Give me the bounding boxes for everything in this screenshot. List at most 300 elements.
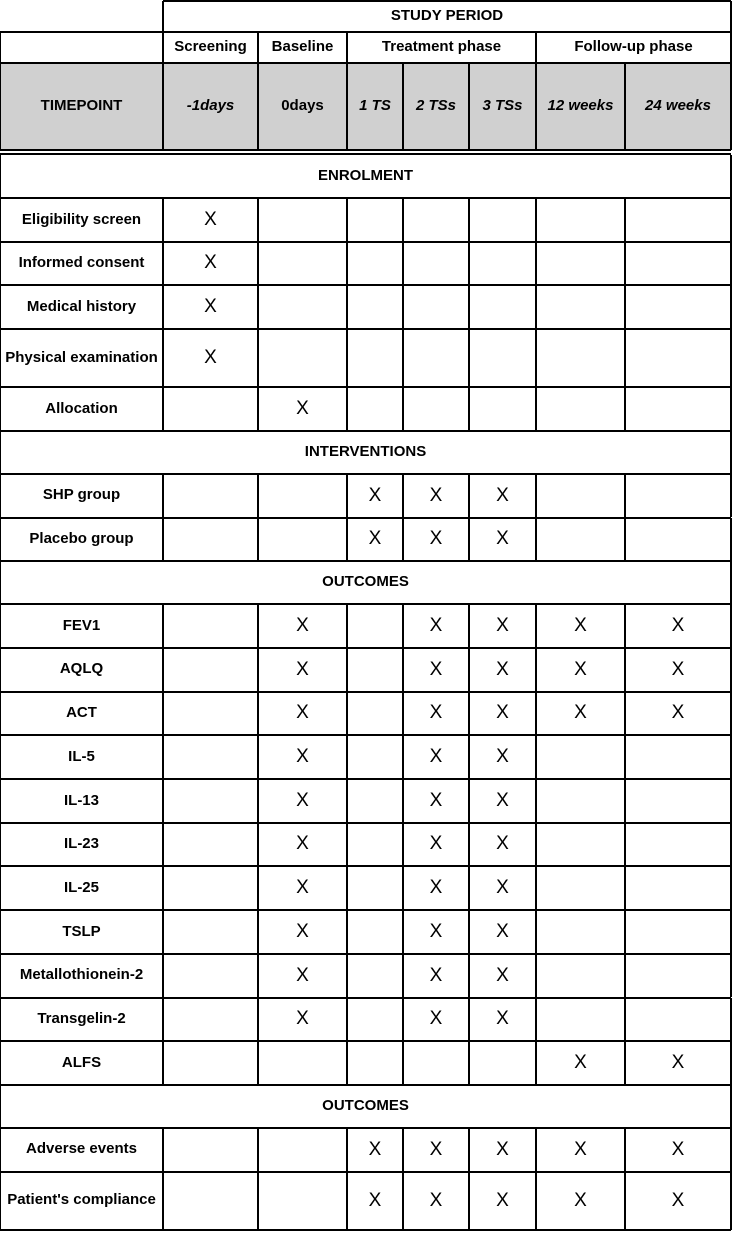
rule (468, 648, 470, 692)
rule (468, 474, 470, 518)
schedule-mark (469, 329, 536, 387)
rule (162, 242, 164, 286)
rule (402, 866, 404, 910)
schedule-mark (625, 735, 731, 779)
schedule-mark (347, 866, 403, 910)
study-period-header: STUDY PERIOD (390, 7, 504, 25)
schedule-mark: X (496, 920, 509, 942)
rule (468, 866, 470, 910)
rule (535, 648, 537, 692)
rule (468, 910, 470, 954)
schedule-mark (403, 329, 469, 387)
rule (257, 518, 259, 562)
rule (162, 779, 164, 823)
rule (624, 648, 626, 692)
schedule-mark: X (368, 1138, 382, 1160)
row-label: Transgelin-2 (37, 1010, 126, 1028)
rule (624, 474, 626, 518)
rule (468, 63, 470, 150)
rule (535, 1128, 537, 1172)
schedule-mark (403, 1041, 469, 1085)
rule (535, 779, 537, 823)
row-label: IL-25 (63, 878, 99, 896)
schedule-mark: X (429, 614, 443, 636)
rule (402, 518, 404, 562)
rule (624, 198, 626, 242)
schedule-mark (258, 518, 347, 562)
rule (257, 648, 259, 692)
schedule-mark (469, 198, 536, 242)
row-label: FEV1 (62, 616, 101, 634)
schedule-mark: X (496, 964, 509, 986)
row-label: ALFS (61, 1053, 102, 1071)
schedule-mark: X (296, 789, 309, 811)
schedule-mark (469, 242, 536, 286)
rule (0, 1128, 1, 1172)
rule (346, 387, 348, 431)
rule (0, 1041, 1, 1085)
schedule-mark (258, 198, 347, 242)
rule (257, 692, 259, 736)
rule (0, 518, 1, 562)
schedule-mark: X (429, 702, 443, 724)
rule (0, 1229, 731, 1231)
schedule-mark (625, 910, 731, 954)
schedule-mark: X (496, 484, 509, 506)
rule (535, 242, 537, 286)
schedule-mark (536, 866, 625, 910)
schedule-mark: X (296, 397, 309, 419)
rule (346, 32, 348, 150)
rule (468, 735, 470, 779)
phase-header: Baseline (271, 38, 334, 56)
schedule-mark: X (574, 658, 587, 680)
schedule-mark: X (368, 528, 382, 550)
schedule-mark: X (296, 877, 309, 899)
schedule-mark (258, 1128, 347, 1172)
row-label: IL-23 (63, 835, 99, 853)
schedule-mark (347, 329, 403, 387)
rule (468, 1172, 470, 1230)
schedule-mark: X (429, 658, 443, 680)
rule (535, 387, 537, 431)
schedule-mark: X (204, 208, 217, 230)
rule (402, 954, 404, 998)
rule (0, 648, 1, 692)
rule (346, 285, 348, 329)
rule (624, 242, 626, 286)
rule (624, 779, 626, 823)
rule (257, 604, 259, 648)
phase-header: Follow-up phase (574, 38, 693, 56)
schedule-mark (258, 329, 347, 387)
rule (257, 779, 259, 823)
rule (535, 692, 537, 736)
schedule-mark: X (574, 1138, 587, 1160)
schedule-mark (403, 198, 469, 242)
rule (257, 32, 259, 150)
rule (162, 735, 164, 779)
schedule-mark (536, 998, 625, 1042)
rule (346, 823, 348, 867)
rule (535, 1172, 537, 1230)
rule (402, 242, 404, 286)
rule (346, 242, 348, 286)
schedule-mark (536, 779, 625, 823)
schedule-mark (403, 242, 469, 286)
rule (257, 198, 259, 242)
schedule-mark: X (429, 1008, 443, 1030)
rule (468, 329, 470, 387)
schedule-mark (625, 198, 731, 242)
rule (0, 431, 1, 474)
row-label: IL-13 (63, 791, 99, 809)
schedule-mark (163, 1172, 258, 1230)
schedule-mark (536, 285, 625, 329)
timepoint-header: 1 TS (347, 63, 403, 150)
schedule-mark: X (496, 1138, 509, 1160)
rule (346, 1128, 348, 1172)
row-label: Informed consent (18, 254, 145, 272)
rule (257, 866, 259, 910)
rule (162, 1041, 164, 1085)
rule (162, 1128, 164, 1172)
rule (257, 910, 259, 954)
rule (535, 198, 537, 242)
schedule-mark (347, 954, 403, 998)
rule (0, 866, 1, 910)
rule (468, 518, 470, 562)
rule (402, 329, 404, 387)
rule (346, 518, 348, 562)
schedule-mark: X (368, 484, 382, 506)
schedule-mark: X (429, 877, 443, 899)
section-title: OUTCOMES (322, 1097, 409, 1115)
rule (535, 604, 537, 648)
rule (624, 1128, 626, 1172)
schedule-mark (625, 823, 731, 867)
rule (624, 954, 626, 998)
schedule-mark: X (496, 833, 509, 855)
rule (162, 198, 164, 242)
rule (346, 779, 348, 823)
schedule-mark (469, 285, 536, 329)
schedule-mark (347, 604, 403, 648)
rule (0, 387, 1, 431)
rule (402, 1172, 404, 1230)
schedule-mark: X (671, 1138, 685, 1160)
rule (624, 518, 626, 562)
schedule-mark: X (574, 1051, 587, 1073)
schedule-mark (625, 329, 731, 387)
rule (402, 198, 404, 242)
rule (257, 285, 259, 329)
schedule-mark (469, 387, 536, 431)
rule (162, 866, 164, 910)
schedule-mark (403, 387, 469, 431)
row-label: ACT (66, 704, 97, 722)
schedule-mark: X (296, 746, 309, 768)
schedule-mark (163, 518, 258, 562)
rule (468, 998, 470, 1042)
rule (535, 32, 537, 150)
schedule-mark (536, 735, 625, 779)
schedule-mark (347, 735, 403, 779)
schedule-mark (625, 518, 731, 562)
rule (257, 823, 259, 867)
schedule-mark (163, 823, 258, 867)
rule (535, 954, 537, 998)
rule (257, 1128, 259, 1172)
schedule-mark (347, 387, 403, 431)
rule (162, 604, 164, 648)
schedule-mark: X (429, 920, 443, 942)
rule (624, 998, 626, 1042)
rule (624, 604, 626, 648)
rule (624, 823, 626, 867)
schedule-mark (163, 1041, 258, 1085)
schedule-mark (163, 604, 258, 648)
rule (257, 387, 259, 431)
rule (0, 954, 1, 998)
schedule-mark: X (429, 528, 443, 550)
schedule-mark (163, 910, 258, 954)
rule (535, 285, 537, 329)
schedule-mark (625, 474, 731, 518)
schedule-mark: X (296, 1008, 309, 1030)
rule (162, 823, 164, 867)
rule (0, 155, 1, 198)
rule (0, 910, 1, 954)
schedule-mark (625, 954, 731, 998)
schedule-mark: X (429, 964, 443, 986)
schedule-mark (625, 242, 731, 286)
rule (402, 735, 404, 779)
schedule-mark: X (496, 658, 509, 680)
rule (162, 474, 164, 518)
rule (535, 1041, 537, 1085)
rule (535, 998, 537, 1042)
schedule-mark (536, 387, 625, 431)
schedule-mark (536, 474, 625, 518)
rule (402, 63, 404, 150)
schedule-mark (163, 474, 258, 518)
row-label: Metallothionein-2 (19, 966, 144, 984)
rule (346, 692, 348, 736)
rule (257, 329, 259, 387)
rule (346, 735, 348, 779)
rule (0, 285, 1, 329)
rule (535, 474, 537, 518)
schedule-mark: X (496, 702, 509, 724)
section-title: INTERVENTIONS (304, 443, 427, 461)
timepoint-header: 24 weeks (625, 63, 731, 150)
schedule-mark (163, 648, 258, 692)
schedule-mark (347, 779, 403, 823)
rule (468, 692, 470, 736)
rule (162, 387, 164, 431)
schedule-mark: X (429, 484, 443, 506)
rule (402, 1128, 404, 1172)
schedule-mark (163, 692, 258, 736)
rule (0, 998, 1, 1042)
rule (0, 62, 731, 64)
row-label: AQLQ (59, 660, 104, 678)
rule (257, 242, 259, 286)
rule (624, 1041, 626, 1085)
rule (402, 474, 404, 518)
rule (162, 518, 164, 562)
rule (624, 735, 626, 779)
rule (468, 1041, 470, 1085)
rule (0, 329, 1, 387)
rule (162, 329, 164, 387)
schedule-mark: X (496, 746, 509, 768)
rule (162, 998, 164, 1042)
rule (346, 954, 348, 998)
schedule-mark (347, 198, 403, 242)
schedule-mark (347, 242, 403, 286)
schedule-mark: X (296, 702, 309, 724)
timepoint-header: -1days (163, 63, 258, 150)
rule (468, 823, 470, 867)
timepoint-header: 2 TSs (403, 63, 469, 150)
rule (0, 1085, 1, 1128)
rule (162, 1, 164, 150)
rule (624, 387, 626, 431)
rule (0, 779, 1, 823)
schedule-mark: X (574, 614, 587, 636)
phase-header: Treatment phase (381, 38, 502, 56)
schedule-mark: X (368, 1189, 382, 1211)
schedule-mark: X (429, 833, 443, 855)
schedule-mark: X (496, 614, 509, 636)
schedule-mark (163, 779, 258, 823)
rule (624, 910, 626, 954)
schedule-mark (536, 329, 625, 387)
schedule-mark: X (496, 877, 509, 899)
rule (624, 285, 626, 329)
timepoint-header: 3 TSs (469, 63, 536, 150)
rule (257, 1041, 259, 1085)
schedule-mark: X (296, 614, 309, 636)
rule (162, 910, 164, 954)
schedule-mark: X (671, 614, 685, 636)
rule (0, 198, 1, 242)
schedule-mark (347, 823, 403, 867)
rule (468, 954, 470, 998)
schedule-mark (258, 242, 347, 286)
rule (346, 648, 348, 692)
schedule-mark: X (204, 347, 217, 369)
schedule-mark: X (296, 920, 309, 942)
rule (535, 910, 537, 954)
schedule-mark (163, 735, 258, 779)
rule (346, 866, 348, 910)
rule (468, 242, 470, 286)
schedule-mark: X (671, 702, 685, 724)
rule (535, 518, 537, 562)
schedule-mark (625, 387, 731, 431)
schedule-mark: X (204, 296, 217, 318)
rule (402, 285, 404, 329)
row-label: Placebo group (29, 530, 134, 548)
schedule-mark (163, 387, 258, 431)
schedule-mark: X (296, 658, 309, 680)
row-label: SHP group (42, 486, 121, 504)
schedule-mark: X (496, 1189, 509, 1211)
rule (535, 866, 537, 910)
rule (402, 910, 404, 954)
schedule-mark: X (671, 1189, 685, 1211)
schedule-mark (258, 474, 347, 518)
rule (402, 998, 404, 1042)
rule (402, 604, 404, 648)
rule (346, 329, 348, 387)
schedule-mark: X (671, 658, 685, 680)
rule (624, 1172, 626, 1230)
rule (0, 1172, 1, 1230)
rule (0, 735, 1, 779)
row-label: Adverse events (26, 1140, 137, 1158)
timepoint-header: 0days (258, 63, 347, 150)
schedule-mark (163, 1128, 258, 1172)
rule (162, 1172, 164, 1230)
rule (0, 242, 1, 286)
row-label: TSLP (62, 922, 101, 940)
schedule-mark: X (574, 702, 587, 724)
rule (0, 561, 1, 604)
schedule-mark (347, 648, 403, 692)
rule (346, 474, 348, 518)
timepoint-label: TIMEPOINT (0, 63, 163, 150)
rule (346, 1041, 348, 1085)
section-title: ENROLMENT (318, 167, 413, 185)
rule (535, 823, 537, 867)
rule (0, 604, 1, 648)
rule (257, 1172, 259, 1230)
schedule-mark (625, 866, 731, 910)
row-label: Medical history (26, 297, 137, 315)
schedule-mark (347, 998, 403, 1042)
schedule-mark (469, 1041, 536, 1085)
schedule-mark (163, 866, 258, 910)
rule (257, 954, 259, 998)
rule (0, 32, 1, 150)
row-label: Allocation (45, 399, 118, 417)
schedule-mark: X (429, 789, 443, 811)
schedule-mark (625, 998, 731, 1042)
rule (0, 474, 1, 518)
schedule-mark (347, 1041, 403, 1085)
schedule-mark (347, 910, 403, 954)
schedule-mark: X (496, 528, 509, 550)
schedule-mark (536, 198, 625, 242)
rule (468, 285, 470, 329)
rule (346, 998, 348, 1042)
phase-header: Screening (174, 38, 247, 56)
schedule-mark (258, 285, 347, 329)
rule (346, 604, 348, 648)
timepoint-header: 12 weeks (536, 63, 625, 150)
rule (162, 285, 164, 329)
rule (0, 149, 731, 151)
schedule-mark (536, 954, 625, 998)
rule (162, 648, 164, 692)
schedule-mark (403, 285, 469, 329)
rule (624, 866, 626, 910)
schedule-mark (625, 285, 731, 329)
